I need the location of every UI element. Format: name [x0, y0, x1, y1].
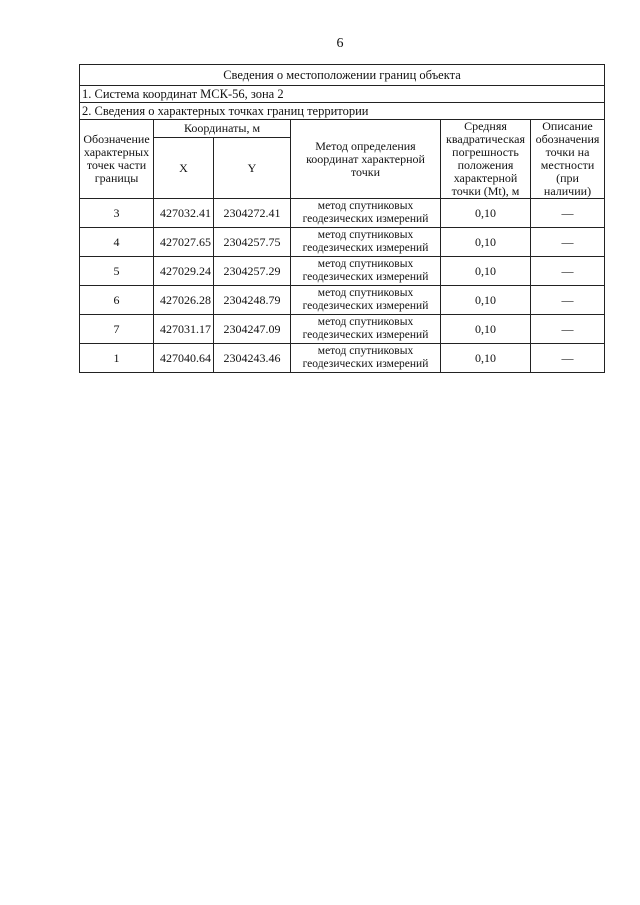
x-cell: 427031.17 [154, 315, 214, 344]
error-cell: 0,10 [441, 315, 531, 344]
method-cell: метод спутниковых геодезических измерений [291, 228, 441, 257]
description-cell: — [531, 315, 605, 344]
table-title-row [80, 65, 605, 86]
method-cell: метод спутниковых геодезических измерений [291, 199, 441, 228]
x-cell: 427029.24 [154, 257, 214, 286]
header-x: X [154, 138, 214, 199]
x-cell: 427027.65 [154, 228, 214, 257]
section1-row [80, 86, 605, 103]
description-cell: — [531, 344, 605, 373]
point-cell: 1 [80, 344, 154, 373]
description-cell: — [531, 286, 605, 315]
table-row [80, 286, 605, 315]
header-y: Y [214, 138, 291, 199]
description-cell: — [531, 257, 605, 286]
point-cell: 3 [80, 199, 154, 228]
table-row [80, 344, 605, 373]
y-cell: 2304248.79 [214, 286, 291, 315]
table-row [80, 315, 605, 344]
point-cell: 7 [80, 315, 154, 344]
table-title: Сведения о местоположении границ объекта [80, 65, 605, 86]
header-method: Метод определения координат характерной точки [291, 120, 441, 199]
y-cell: 2304257.75 [214, 228, 291, 257]
error-cell: 0,10 [441, 199, 531, 228]
point-cell: 6 [80, 286, 154, 315]
point-cell: 4 [80, 228, 154, 257]
method-cell: метод спутниковых геодезических измерений [291, 286, 441, 315]
y-cell: 2304257.29 [214, 257, 291, 286]
x-cell: 427026.28 [154, 286, 214, 315]
page-number: 6 [336, 36, 344, 51]
header-description: Описание обозначения точки на местности (при наличии) [531, 120, 605, 199]
error-cell: 0,10 [441, 286, 531, 315]
x-cell: 427040.64 [154, 344, 214, 373]
error-cell: 0,10 [441, 257, 531, 286]
method-cell: метод спутниковых геодезических измерений [291, 315, 441, 344]
error-cell: 0,10 [441, 344, 531, 373]
y-cell: 2304272.41 [214, 199, 291, 228]
method-cell: метод спутниковых геодезических измерений [291, 344, 441, 373]
boundary-points-table [79, 64, 605, 373]
section2-row [80, 103, 605, 120]
point-cell: 5 [80, 257, 154, 286]
table-row [80, 257, 605, 286]
table-row [80, 199, 605, 228]
method-cell: метод спутниковых геодезических измерений [291, 257, 441, 286]
x-cell: 427032.41 [154, 199, 214, 228]
header-coordinates: Координаты, м [154, 120, 291, 138]
header-error: Средняя квадратическая погрешность положения характерной точки (Mt), м [441, 120, 531, 199]
table-row [80, 228, 605, 257]
header-row-1 [80, 120, 605, 138]
coordinate-system-line: 1. Система координат МСК-56, зона 2 [80, 86, 605, 103]
points-section-line: 2. Сведения о характерных точках границ территории [80, 103, 605, 120]
y-cell: 2304243.46 [214, 344, 291, 373]
description-cell: — [531, 228, 605, 257]
y-cell: 2304247.09 [214, 315, 291, 344]
header-point-label: Обозначение характерных точек части границы [80, 120, 154, 199]
error-cell: 0,10 [441, 228, 531, 257]
description-cell: — [531, 199, 605, 228]
